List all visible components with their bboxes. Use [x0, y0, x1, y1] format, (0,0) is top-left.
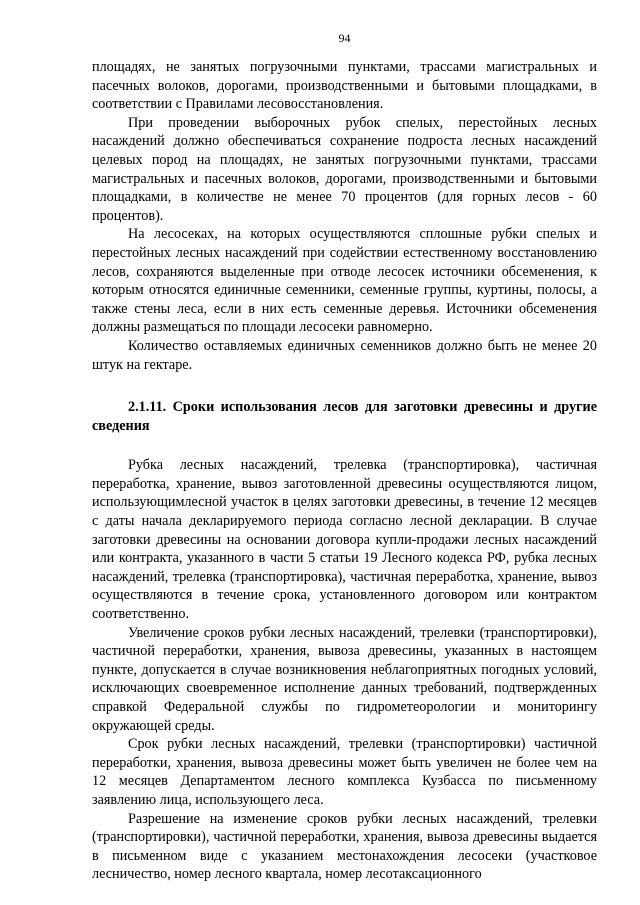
- paragraph-selective-cutting: При проведении выборочных рубок спелых, перестойных лесных насаждений должно обеспечиваться сохранение подроста лесных насаждений целевых пород на площадях, не занятых погрузочными пунктами, трассами магистральных и пасечных волоков, дорогами, производственными и бытовыми площадками, в количестве не менее 70 процентов (для горных лесов - 60 процентов).: [92, 114, 597, 224]
- document-page: [92, 30, 597, 884]
- section-heading: 2.1.11. Сроки использования лесов для заготовки древесины и другие сведения: [92, 399, 597, 434]
- body-text-after: [92, 456, 597, 884]
- body-text-before: [92, 58, 597, 374]
- paragraph-seed-tree-count: Количество оставляемых единичных семенников должно быть не менее 20 штук на гектаре.: [92, 337, 597, 373]
- paragraph-seed-sources: На лесосеках, на которых осуществляются сплошные рубки спелых и перестойных лесных насаждений при содействии естественному восстановлению лесов, сохраняются выделенные при отводе лесосек источники обсеменения, к которым относятся единичные семенники, семенные группы, куртины, полосы, а также стены леса, если в них есть семенные деревья. Источники обсеменения должны размещаться по площади лесосеки равномерно.: [92, 226, 597, 336]
- paragraph-term-extension-department: Срок рубки лесных насаждений, трелевки (транспортировки) частичной переработки, хранения, вывоза древесины может быть увеличен не более чем на 12 месяцев Департаментом лесного комплекса Кузбасса по письменному заявлению лица, использующего леса.: [92, 736, 597, 808]
- paragraph-term-extension-weather: Увеличение сроков рубки лесных насаждений, трелевки (транспортировки), частичной переработки, хранения, вывоза древесины, указанных в настоящем пункте, допускается в случае возникновения неблагоприятных погодных условий, исключающих своевременное исполнение данных требований, подтвержденных справкой Федеральной службы по гидрометеорологии и мониторингу окружающей среды.: [92, 624, 597, 734]
- page-number: 94: [338, 31, 351, 45]
- paragraph-continuation: площадях, не занятых погрузочными пунктами, трассами магистральных и пасечных волоков, дорогами, производственными и бытовыми площадками, в соответствии с Правилами лесовосстановления.: [92, 59, 597, 113]
- section-spacer: [92, 435, 597, 456]
- paragraph-harvest-terms: Рубка лесных насаждений, трелевка (транспортировка), частичная переработка, хранение, вывоз заготовленной древесины осуществляются лицом, использующимлесной участок в целях заготовки древесины, в течение 12 месяцев с даты начала декларируемого периода согласно лесной декларации. В случае заготовки древесины на основании договора купли-продажи лесных насаждений или контракта, указанного в части 5 статьи 19 Лесного кодекса РФ, рубка лесных насаждений, трелевка (транспортировка), частичная переработка, хранение, вывоз осуществляются в течение срока, установленного договором или контрактом соответственно.: [92, 457, 597, 623]
- paragraph-permission: Разрешение на изменение сроков рубки лесных насаждений, трелевки (транспортировки), частичной переработки, хранения, вывоза древесины выдается в письменном виде с указанием местонахождения лесосеки (участковое лесничество, номер лесного квартала, номер лесотаксационного: [92, 810, 597, 883]
